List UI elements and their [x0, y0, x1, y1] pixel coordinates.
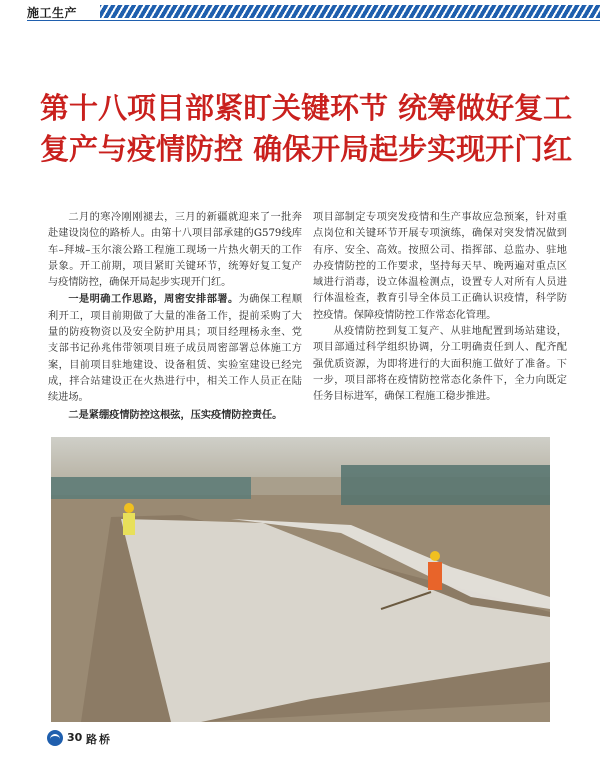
- magazine-logo-icon: [47, 730, 63, 746]
- paragraph-conclusion: 从疫情防控到复工复产、从驻地配置到场站建设，项目部通过科学组织协调，分工明确责任到人、配齐配强优质资源，为即将进行的大面积施工做好了准备。下一步，项目部将在疫情防控常态化条件下，全力向既定任务目标进军，确保工程施工稳步推进。: [313, 326, 567, 403]
- point-1-body: 为确保工程顺利开工，项目前期做了大量的准备工作，提前采购了大量的防疫物资以及安全防护用具；项目经理杨永奎、党支部书记孙兆伟带领项目班子成员周密部署总体施工方案，目前项目驻地建设、设备租赁、实验室建设已经完成，拌合站建设正在火热进行中，相关工作人员正在陆续进场。: [48, 294, 303, 404]
- article-title-line-2: 复产与疫情防控 确保开局起步实现开门红: [40, 132, 573, 166]
- paragraph-intro: 二月的寒冷刚刚褪去，三月的新疆就迎来了一批奔赴建设岗位的路桥人。由第十八项目部承建的G579线库车–拜城–玉尔滚公路工程施工现场一片热火朝天的工作景象。开工前期，项目紧盯关键环节，统筹好复工复产与疫情防控，确保开局起步实现开门红。: [48, 212, 302, 289]
- section-label: 施工生产: [27, 6, 78, 20]
- point-2-heading: 二是紧绷疫情防控这根弦，压实疫情防控责任。: [68, 408, 283, 421]
- header-stripe-band: [100, 5, 600, 18]
- worker-helmet-left: [124, 503, 134, 513]
- page-header: [0, 0, 600, 22]
- fence-left: [51, 477, 251, 499]
- body-column-left: [48, 210, 302, 424]
- worker-helmet-right: [430, 551, 440, 561]
- photo-illustration: [51, 437, 550, 722]
- magazine-name: 路桥: [86, 733, 112, 746]
- point-1-heading: 一是明确工作思路，周密安排部署。: [68, 293, 239, 306]
- construction-site-photo: [51, 437, 550, 722]
- article-title-line-1: 第十八项目部紧盯关键环节 统筹做好复工: [40, 91, 573, 125]
- worker-vest-right: [428, 562, 442, 590]
- body-column-right: [313, 210, 567, 406]
- fence-right: [341, 465, 550, 505]
- paragraph-point-1: [48, 291, 302, 406]
- paragraph-point-2-cont: 项目部制定专项突发疫情和生产事故应急预案，针对重点岗位和关键环节开展专项演练，确保对突发情况做到有序、安全、高效。按照公司、指挥部、总监办、驻地办疫情防控的工作要求，坚持每天早、晚两遍对重点区域进行消毒，设立体温检测点，设置专人对所有人员进行体温检查，教育引导全体员工正确认识疫情，科学防控疫情。保障疫情防控工作常态化管理。: [313, 212, 567, 321]
- worker-vest-left: [123, 513, 135, 535]
- header-rule: [27, 20, 600, 21]
- paragraph-point-2: [48, 407, 302, 424]
- page-number: 30: [67, 731, 83, 744]
